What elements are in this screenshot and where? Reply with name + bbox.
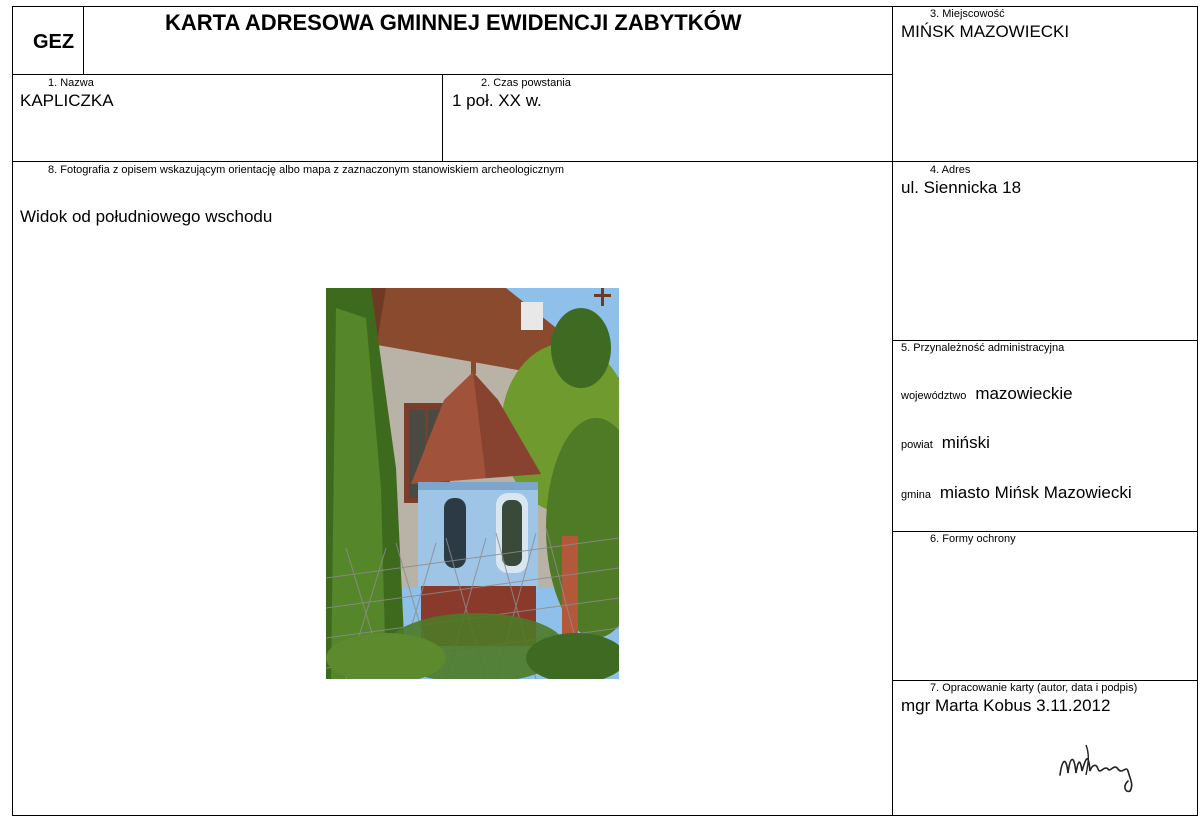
powiat-row [901,433,990,453]
adres-label: 4. Adres [930,164,971,176]
gez-code: GEZ [33,31,75,53]
czas-label: 2. Czas powstania [481,77,571,89]
wojewodztwo-label: województwo [901,390,967,402]
wojewodztwo-value: mazowieckie [975,384,1073,403]
chapel-photo [326,288,619,679]
wojewodztwo-row [901,384,1073,404]
fotografia-label: 8. Fotografia z opisem wskazującym orientację albo mapa z zaznaczonym stanowiskiem archeologicznym [48,164,565,176]
card-title: KARTA ADRESOWA GMINNEJ EWIDENCJI ZABYTKÓW [165,10,742,35]
fotografia-caption: Widok od południowego wschodu [20,207,273,226]
opracowanie-value: mgr Marta Kobus 3.11.2012 [901,696,1111,715]
signature-drawing [1040,735,1160,795]
chapel-photo-drawing [326,288,619,679]
gmina-row [901,483,1132,503]
gmina-value: miasto Mińsk Mazowiecki [939,483,1132,502]
frame-formy [892,531,1198,681]
miejscowosc-label: 3. Miejscowość [930,8,1005,20]
miejscowosc-value: MIŃSK MAZOWIECKI [901,22,1070,41]
powiat-value: miński [941,433,990,452]
adres-value: ul. Siennicka 18 [901,178,1022,197]
formy-label: 6. Formy ochrony [930,533,1016,545]
signature-image [1040,735,1160,795]
opracowanie-label: 7. Opracowanie karty (autor, data i podpis) [930,682,1138,694]
przynaleznosc-label: 5. Przynależność administracyjna [901,342,1065,354]
nazwa-label: 1. Nazwa [48,77,94,89]
gmina-label: gmina [901,489,931,501]
czas-value: 1 poł. XX w. [452,91,542,110]
powiat-label: powiat [901,439,933,451]
nazwa-value: KAPLICZKA [20,91,114,110]
